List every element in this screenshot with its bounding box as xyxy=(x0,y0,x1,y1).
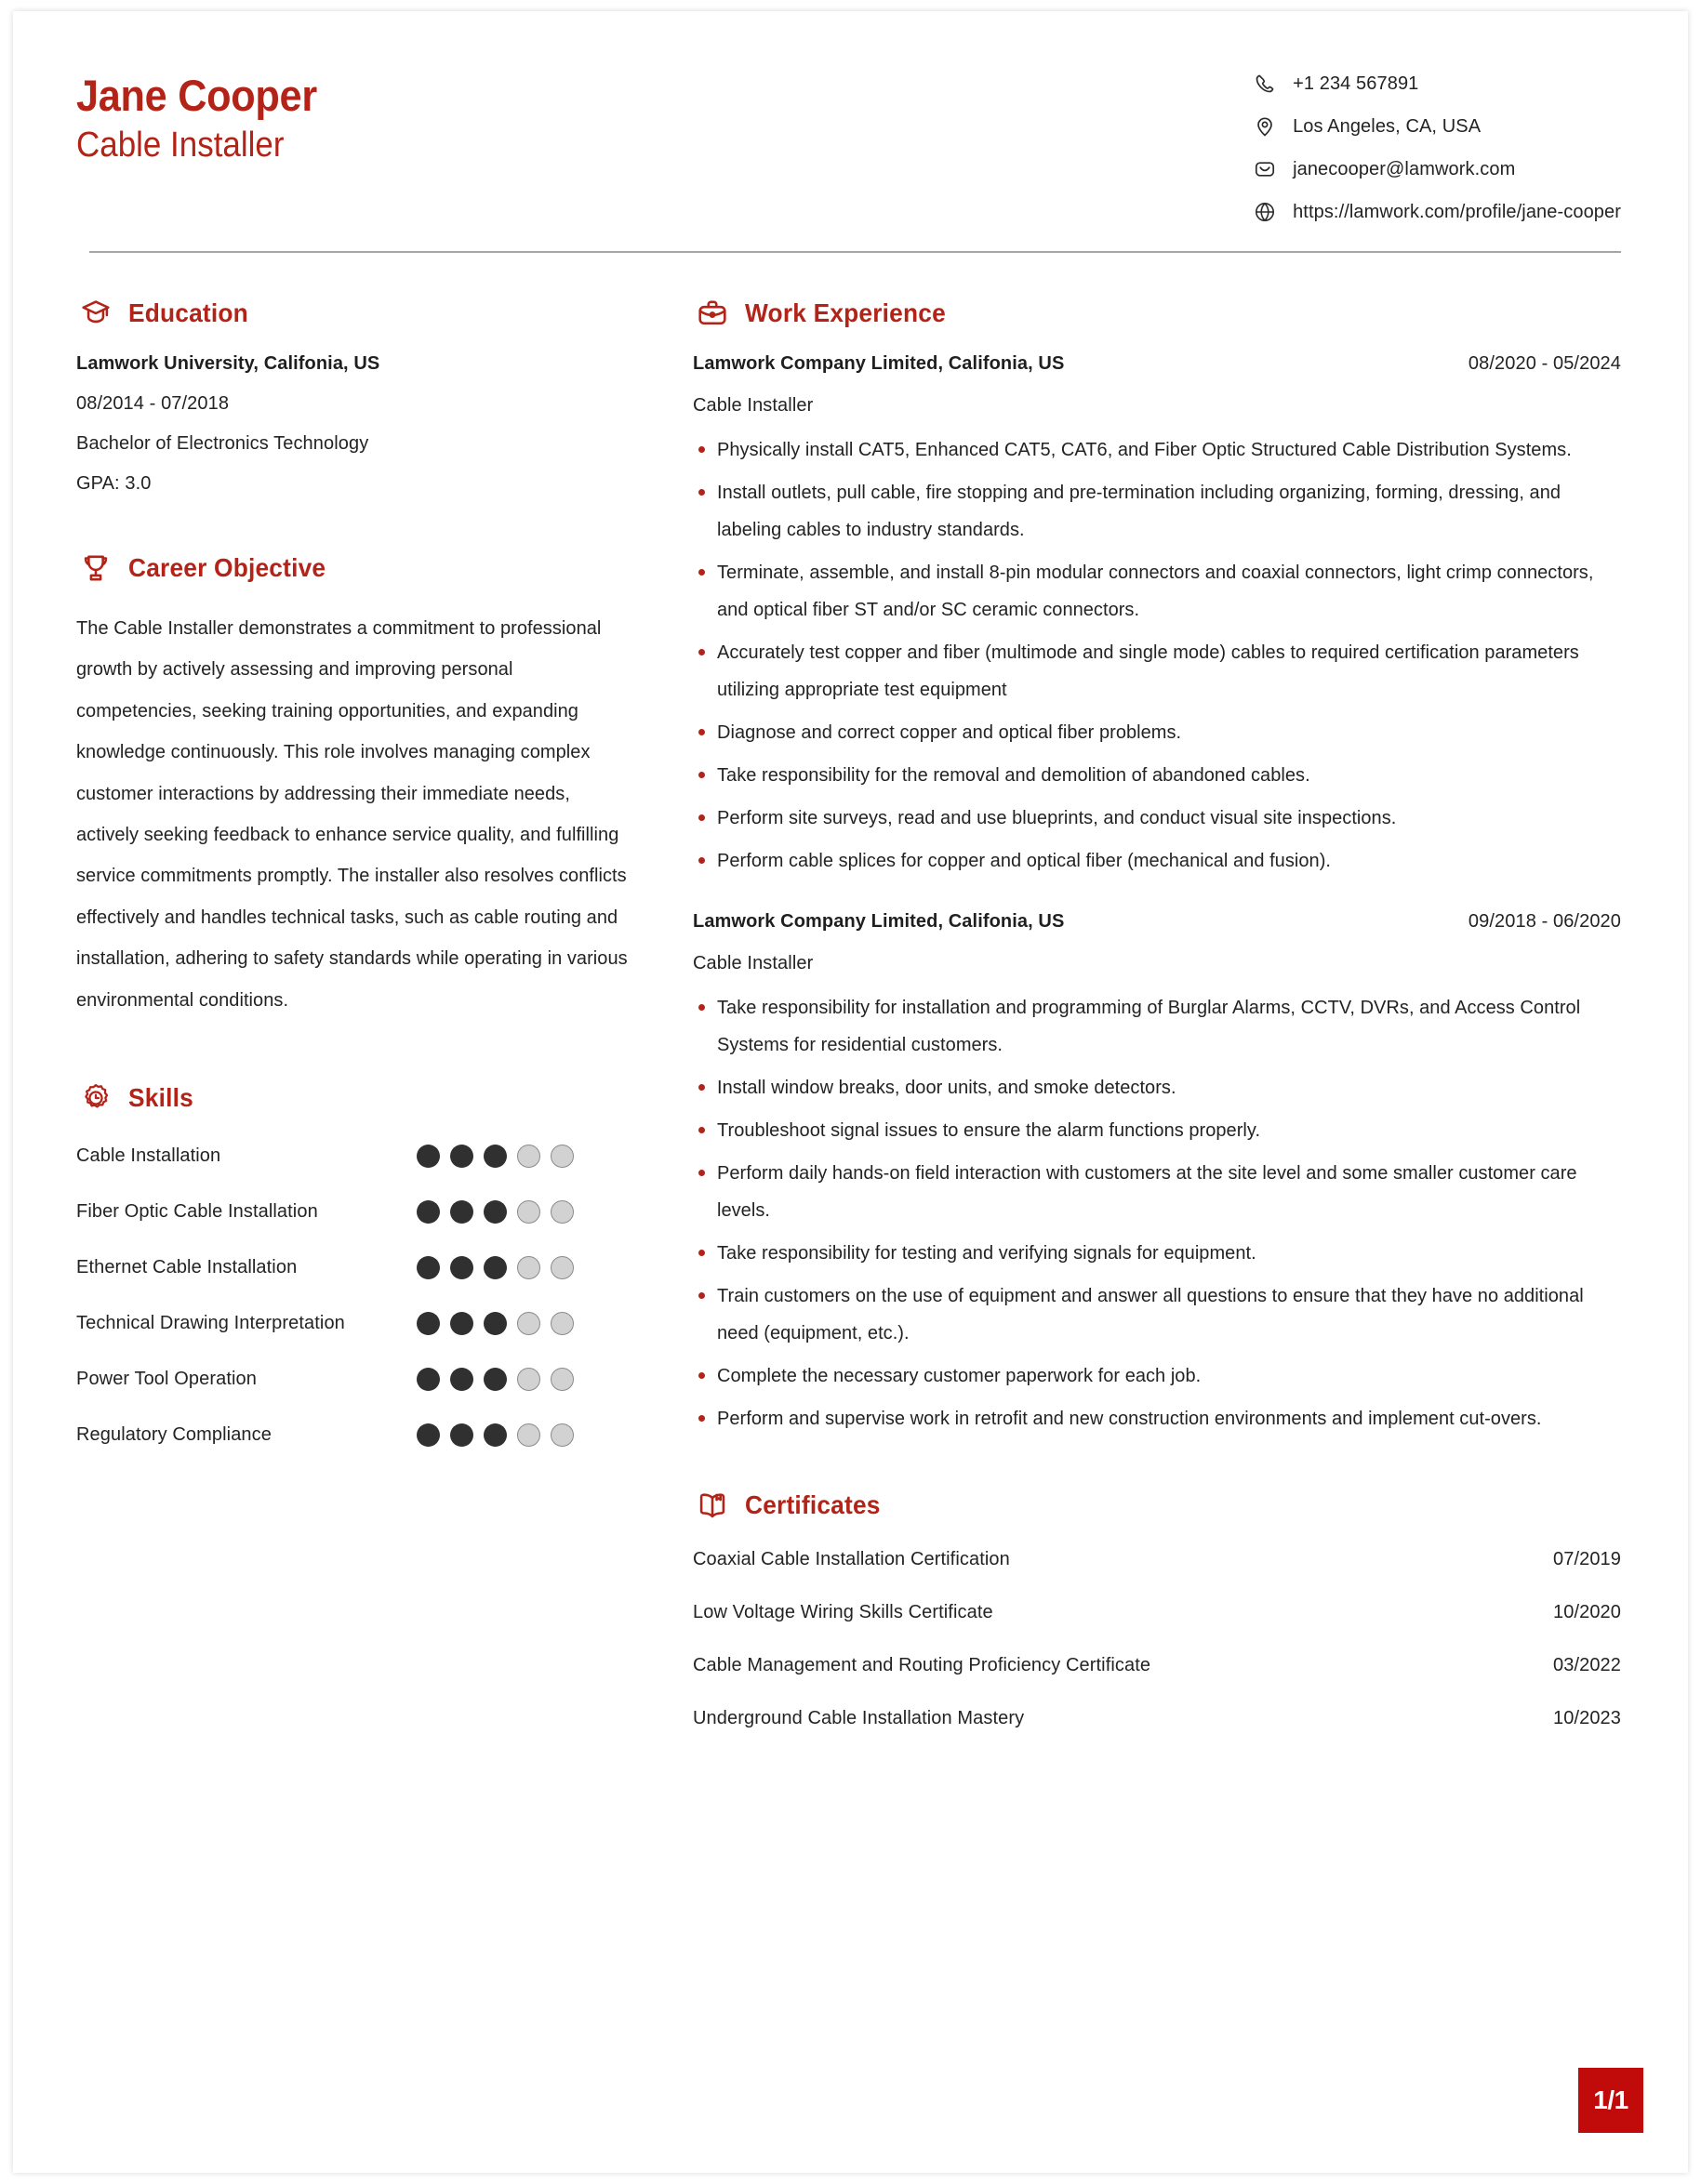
rating-dot-empty xyxy=(551,1145,574,1168)
job-bullet: Diagnose and correct copper and optical fiber problems. xyxy=(693,714,1621,751)
gear-clock-icon xyxy=(76,1079,115,1118)
skill-rating xyxy=(417,1312,646,1335)
section-experience-header xyxy=(693,294,1621,333)
work-experience-list xyxy=(693,353,1621,1437)
contact-location-value: Los Angeles, CA, USA xyxy=(1293,115,1482,137)
rating-dot-empty xyxy=(551,1200,574,1224)
rating-dot-filled xyxy=(484,1312,507,1335)
rating-dot-empty xyxy=(517,1368,540,1391)
job-role: Cable Installer xyxy=(693,395,814,416)
rating-dot-filled xyxy=(484,1145,507,1168)
skill-row xyxy=(76,1408,646,1463)
job-bullet: Terminate, assemble, and install 8-pin modular connectors and coaxial connectors, light crimp connectors, and optical fiber ST and/or SC ceramic connectors. xyxy=(693,554,1621,629)
job-bullet-list xyxy=(693,989,1621,1437)
section-certificates-header xyxy=(693,1486,1621,1525)
skill-name: Power Tool Operation xyxy=(76,1369,257,1390)
location-icon xyxy=(1252,113,1278,139)
skill-row xyxy=(76,1352,646,1408)
rating-dot-filled xyxy=(450,1145,473,1168)
certificate-row xyxy=(693,1655,1621,1676)
trophy-icon xyxy=(76,549,115,588)
rating-dot-filled xyxy=(450,1200,473,1224)
skills-list xyxy=(76,1129,646,1463)
certificates-list xyxy=(693,1549,1621,1729)
job-bullet: Perform cable splices for copper and optical fiber (mechanical and fusion). xyxy=(693,842,1621,880)
job-bullet: Train customers on the use of equipment and answer all questions to ensure that they have no additional need (equipment, etc.). xyxy=(693,1277,1621,1352)
certificate-date: 03/2022 xyxy=(1553,1655,1621,1675)
page-title: Jane Cooper xyxy=(76,71,317,120)
rating-dot-filled xyxy=(484,1368,507,1391)
rating-dot-filled xyxy=(450,1256,473,1279)
open-book-icon xyxy=(693,1486,732,1525)
contact-list xyxy=(1252,65,1621,225)
rating-dot-empty xyxy=(517,1423,540,1447)
rating-dot-filled xyxy=(484,1256,507,1279)
job-organization: Lamwork Company Limited, Califonia, US xyxy=(693,911,1065,932)
certificate-name: Coaxial Cable Installation Certification xyxy=(693,1549,1010,1569)
job-bullet: Accurately test copper and fiber (multimode and single mode) cables to required certification parameters utilizing appropriate test equipment xyxy=(693,634,1621,708)
section-objective-title: Career Objective xyxy=(128,553,326,582)
job-dates: 08/2020 - 05/2024 xyxy=(1468,353,1621,374)
rating-dot-filled xyxy=(417,1368,440,1391)
job-bullet: Perform site surveys, read and use blueprints, and conduct visual site inspections. xyxy=(693,800,1621,837)
resume-body xyxy=(13,253,1688,1761)
skill-name: Cable Installation xyxy=(76,1145,221,1167)
rating-dot-filled xyxy=(417,1423,440,1447)
education-dates: 08/2014 - 07/2018 xyxy=(76,393,230,414)
skill-row xyxy=(76,1296,646,1352)
education-org: Lamwork University, Califonia, US xyxy=(76,353,380,374)
phone-icon xyxy=(1252,71,1278,97)
work-experience-entry xyxy=(693,353,1621,880)
rating-dot-filled xyxy=(450,1312,473,1335)
rating-dot-empty xyxy=(551,1423,574,1447)
job-bullet-list xyxy=(693,431,1621,880)
education-gpa: GPA: 3.0 xyxy=(76,473,152,494)
rating-dot-empty xyxy=(551,1256,574,1279)
rating-dot-filled xyxy=(417,1256,440,1279)
job-bullet: Take responsibility for the removal and demolition of abandoned cables. xyxy=(693,757,1621,794)
skill-rating xyxy=(417,1368,646,1391)
section-education-title: Education xyxy=(128,298,248,327)
skill-name: Technical Drawing Interpretation xyxy=(76,1313,345,1334)
identity-block xyxy=(76,65,338,168)
rating-dot-filled xyxy=(450,1423,473,1447)
rating-dot-filled xyxy=(450,1368,473,1391)
skill-row xyxy=(76,1129,646,1185)
rating-dot-empty xyxy=(517,1256,540,1279)
job-bullet: Physically install CAT5, Enhanced CAT5, CAT6, and Fiber Optic Structured Cable Distribution Systems. xyxy=(693,431,1621,469)
rating-dot-empty xyxy=(517,1145,540,1168)
contact-website xyxy=(1252,199,1621,225)
section-skills-header xyxy=(76,1079,646,1118)
rating-dot-filled xyxy=(417,1312,440,1335)
skill-name: Fiber Optic Cable Installation xyxy=(76,1201,318,1223)
certificate-date: 10/2020 xyxy=(1553,1602,1621,1622)
skill-rating xyxy=(417,1200,646,1224)
job-bullet: Install window breaks, door units, and smoke detectors. xyxy=(693,1069,1621,1106)
contact-email xyxy=(1252,156,1621,182)
job-bullet: Take responsibility for testing and verifying signals for equipment. xyxy=(693,1235,1621,1272)
briefcase-icon xyxy=(693,294,732,333)
skill-rating xyxy=(417,1256,646,1279)
certificate-date: 07/2019 xyxy=(1553,1549,1621,1569)
section-skills-title: Skills xyxy=(128,1082,193,1112)
skill-name: Regulatory Compliance xyxy=(76,1424,272,1446)
education-entry xyxy=(76,353,646,495)
rating-dot-empty xyxy=(517,1200,540,1224)
email-icon xyxy=(1252,156,1278,182)
certificate-row xyxy=(693,1708,1621,1729)
job-bullet: Troubleshoot signal issues to ensure the alarm functions properly. xyxy=(693,1112,1621,1149)
contact-phone xyxy=(1252,71,1621,97)
left-column xyxy=(76,253,676,1761)
certificate-name: Underground Cable Installation Mastery xyxy=(693,1708,1025,1728)
certificate-row xyxy=(693,1602,1621,1623)
job-organization: Lamwork Company Limited, Califonia, US xyxy=(693,353,1065,374)
job-bullet: Perform and supervise work in retrofit and new construction environments and implement cut-overs. xyxy=(693,1400,1621,1437)
contact-website-value: https://lamwork.com/profile/jane-cooper xyxy=(1293,201,1621,222)
job-bullet: Perform daily hands-on field interaction with customers at the site level and some smaller customer care levels. xyxy=(693,1155,1621,1229)
work-experience-entry xyxy=(693,911,1621,1437)
education-degree: Bachelor of Electronics Technology xyxy=(76,433,369,454)
rating-dot-empty xyxy=(551,1368,574,1391)
resume-header xyxy=(13,11,1688,225)
rating-dot-empty xyxy=(517,1312,540,1335)
section-certificates-title: Certificates xyxy=(745,1490,881,1519)
career-objective-text: The Cable Installer demonstrates a commitment to professional growth by actively assessing and improving personal competencies, seeking training opportunities, and expanding knowledge continuously. This role involves managing complex customer interactions by addressing their immediate needs, actively seeking feedback to enhance service quality, and fulfilling service commitments promptly. The installer also resolves conflicts effectively and handles technical tasks, such as cable routing and installation, adhering to safety standards while operating in various environmental conditions. xyxy=(76,618,628,1011)
rating-dot-filled xyxy=(484,1200,507,1224)
header-job-title: Cable Installer xyxy=(76,126,285,165)
rating-dot-empty xyxy=(551,1312,574,1335)
contact-phone-value: +1 234 567891 xyxy=(1293,73,1419,94)
certificate-row xyxy=(693,1549,1621,1570)
job-role: Cable Installer xyxy=(693,953,814,973)
skill-row xyxy=(76,1240,646,1296)
resume-sheet xyxy=(13,11,1688,2173)
job-header xyxy=(693,911,1621,933)
skill-name: Ethernet Cable Installation xyxy=(76,1257,298,1278)
job-bullet: Complete the necessary customer paperwork for each job. xyxy=(693,1357,1621,1395)
job-dates: 09/2018 - 06/2020 xyxy=(1468,911,1621,932)
skill-rating xyxy=(417,1145,646,1168)
certificate-name: Cable Management and Routing Proficiency Certificate xyxy=(693,1655,1151,1675)
rating-dot-filled xyxy=(417,1200,440,1224)
skill-rating xyxy=(417,1423,646,1447)
section-objective-header xyxy=(76,549,646,588)
job-bullet: Install outlets, pull cable, fire stopping and pre-termination including organizing, forming, dressing, and labeling cables to industry standards. xyxy=(693,474,1621,549)
section-experience-title: Work Experience xyxy=(745,298,946,327)
job-header xyxy=(693,353,1621,375)
certificate-date: 10/2023 xyxy=(1553,1708,1621,1728)
section-education-header xyxy=(76,294,646,333)
contact-email-value: janecooper@lamwork.com xyxy=(1293,158,1516,179)
right-column xyxy=(676,253,1621,1761)
certificate-name: Low Voltage Wiring Skills Certificate xyxy=(693,1602,993,1622)
skill-row xyxy=(76,1185,646,1240)
contact-location xyxy=(1252,113,1621,139)
rating-dot-filled xyxy=(417,1145,440,1168)
graduation-cap-icon xyxy=(76,294,115,333)
job-bullet: Take responsibility for installation and programming of Burglar Alarms, CCTV, DVRs, and Access Control Systems for residential customers. xyxy=(693,989,1621,1064)
rating-dot-filled xyxy=(484,1423,507,1447)
page-number-badge: 1/1 xyxy=(1578,2068,1643,2133)
globe-icon xyxy=(1252,199,1278,225)
